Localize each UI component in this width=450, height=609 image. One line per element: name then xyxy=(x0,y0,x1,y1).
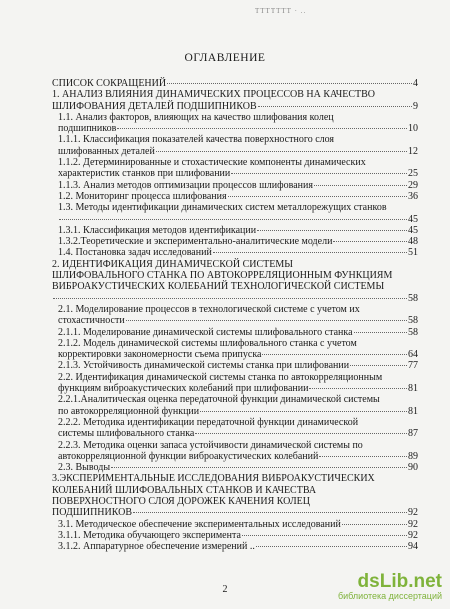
toc-entry xyxy=(52,372,418,395)
toc-entry-page: 92 xyxy=(408,529,418,541)
dot-leader xyxy=(167,83,412,84)
toc-entry xyxy=(52,236,418,247)
toc-entry-text: 2.1.3. Устойчивость динамической системы станка при шлифовании xyxy=(58,360,350,372)
toc-entry-page: 58 xyxy=(408,326,418,338)
toc-entry-text: 3.1. Методическое обеспечение экспериментальных исследований xyxy=(58,518,341,530)
dot-leader xyxy=(133,512,407,513)
toc-entry xyxy=(52,360,418,371)
dot-leader xyxy=(213,252,407,253)
toc-entry xyxy=(52,304,418,327)
dot-leader xyxy=(354,332,407,333)
page-number: 2 xyxy=(222,584,228,595)
toc-entry-page: 94 xyxy=(408,541,418,553)
toc-entry-text: 2.2.2. Методика идентификации передаточной функции динамической xyxy=(58,416,359,428)
toc-entry-text: 2. ИДЕНТИФИКАЦИЯ ДИНАМИЧЕСКОЙ СИСТЕМЫ xyxy=(52,258,293,270)
toc-entry-page: 64 xyxy=(408,349,418,361)
toc-entry-text: ПОВЕРХНОСТНОГО СЛОЯ ДОРОЖЕК КАЧЕНИЯ КОЛЕЦ xyxy=(52,495,311,507)
toc-entry-text: 2.1.1. Моделирование динамической системы шлифовального станка xyxy=(58,326,353,338)
dot-leader xyxy=(195,433,407,434)
toc-entry-text: 3.ЭКСПЕРИМЕНТАЛЬНЫЕ ИССЛЕДОВАНИЯ ВИБРОАКУСТИЧЕСКИХ xyxy=(52,473,375,485)
toc-entry xyxy=(52,394,418,417)
toc-entry xyxy=(52,191,418,202)
toc-entry-page: 48 xyxy=(408,236,418,248)
toc-entry-page: 51 xyxy=(408,247,418,259)
dot-leader xyxy=(350,365,407,366)
toc-entry-text: 2.2.1.Аналитическая оценка передаточной функции динамической системы xyxy=(58,394,380,406)
toc-entry-page: 36 xyxy=(408,190,418,202)
toc-entry-page: 81 xyxy=(408,405,418,417)
toc-entry xyxy=(52,259,418,304)
dot-leader xyxy=(228,196,407,197)
dot-leader xyxy=(342,524,407,525)
toc-entry-text: 2.3. Выводы xyxy=(58,462,111,474)
toc-entry-text: ПОДШИПНИКОВ xyxy=(52,507,133,519)
toc-entry-page: 45 xyxy=(408,213,418,225)
toc-entry xyxy=(52,462,418,473)
toc-entry-text: СПИСОК СОКРАЩЕНИЙ xyxy=(52,78,167,89)
toc-entry-page: 4 xyxy=(413,78,418,89)
watermark-logo: dsLib.net xyxy=(357,571,442,592)
dot-leader xyxy=(156,151,407,152)
toc-entry-text: 2.1.2. Модель динамической системы шлифовального станка с учетом xyxy=(58,337,357,349)
toc-entry xyxy=(52,247,418,258)
dot-leader xyxy=(231,173,407,174)
toc-entry-page: 87 xyxy=(408,428,418,440)
toc-entry-text: 1.1. Анализ факторов, влияющих на качество шлифования колец xyxy=(58,111,334,123)
toc-entry-text: стохастичности xyxy=(58,315,125,327)
dot-leader xyxy=(126,320,407,321)
toc-entry-text: 1.4. Постановка задач исследований xyxy=(58,247,212,259)
dot-leader xyxy=(242,535,407,536)
toc-entry-text: характеристик станков при шлифовании xyxy=(58,168,231,180)
dot-leader xyxy=(257,230,407,231)
toc-entry xyxy=(52,134,418,157)
toc-entry-text: 2.2. Идентификация динамической системы станка по автокорреляционным xyxy=(58,371,383,383)
toc-entry-page: 29 xyxy=(408,179,418,191)
toc-entry-text: по автокорреляционной функции xyxy=(58,405,200,417)
dot-leader xyxy=(59,219,407,220)
watermark xyxy=(338,573,442,601)
toc-entry-text: 2.1. Моделирование процессов в технологической системе с учетом их xyxy=(58,303,360,315)
page-title: ОГЛАВЛЕНИЕ xyxy=(184,52,266,64)
watermark-subtitle: библиотека диссертаций xyxy=(337,591,442,601)
toc-entry-text: 1.2. Мониторинг процесса шлифования xyxy=(58,190,227,202)
toc-entry-page: 92 xyxy=(408,507,418,519)
toc-entry-text: 1.1.2. Детерминированные и стохастические компоненты динамических xyxy=(58,157,366,169)
toc-entry-text: 1.3.1. Классификация методов идентификации xyxy=(58,224,257,236)
toc-entry xyxy=(52,180,418,191)
toc-entry-text: КОЛЕБАНИЙ ШЛИФОВАЛЬНЫХ СТАНКОВ И КАЧЕСТВА xyxy=(52,484,317,496)
toc-entry xyxy=(52,417,418,440)
toc-entry-page: 89 xyxy=(408,450,418,462)
toc-entry-text: ШЛИФОВАНИЯ ДЕТАЛЕЙ ПОДШИПНИКОВ xyxy=(52,100,257,112)
dot-leader xyxy=(200,411,407,412)
toc-entry-page: 10 xyxy=(408,123,418,135)
toc-entry-text: автокорреляционной функции виброакустических колебаний xyxy=(58,450,319,462)
toc-entry-page: 12 xyxy=(408,145,418,157)
toc-entry-page: 58 xyxy=(408,315,418,327)
toc-entry xyxy=(52,541,418,552)
toc-entry-text: корректировки закономерности съема припуска xyxy=(58,349,262,361)
toc-entry-page: 25 xyxy=(408,168,418,180)
dot-leader xyxy=(314,185,407,186)
toc-entry-page: 81 xyxy=(408,383,418,395)
toc-entry-text: системы шлифовального станка xyxy=(58,428,195,440)
header-mark: ТТТТТТТ · .. xyxy=(255,7,307,15)
toc-entry-text: ВИБРОАКУСТИЧЕСКИХ КОЛЕБАНИЙ ТЕХНОЛОГИЧЕСКОЙ СИСТЕМЫ xyxy=(52,281,385,293)
toc-entry xyxy=(52,440,418,463)
toc-entry xyxy=(52,519,418,530)
dot-leader xyxy=(262,354,407,355)
toc-entry-page: 9 xyxy=(413,100,418,112)
dot-leader xyxy=(319,456,407,457)
toc-entry-text: 3.1.1. Методика обучающего эксперимента xyxy=(58,529,241,541)
dot-leader xyxy=(53,298,407,299)
dot-leader xyxy=(309,388,407,389)
toc-entry xyxy=(52,202,418,225)
toc-entry xyxy=(52,225,418,236)
dot-leader xyxy=(111,467,407,468)
toc-entry xyxy=(52,530,418,541)
dot-leader xyxy=(256,546,407,547)
toc-entry-text: ШЛИФОВАЛЬНОГО СТАНКА ПО АВТОКОРРЕЛЯЦИОННЫМ ФУНКЦИЯМ xyxy=(52,270,393,282)
toc-entry xyxy=(52,473,418,518)
toc-entry-text: 2.2.3. Методика оценки запаса устойчивости динамической системы по xyxy=(58,439,363,451)
dot-leader xyxy=(333,241,407,242)
toc-entry-text: 1. АНАЛИЗ ВЛИЯНИЯ ДИНАМИЧЕСКИХ ПРОЦЕССОВ НА КАЧЕСТВО xyxy=(52,89,376,101)
toc-entry-text: 1.1.3. Анализ методов оптимизации процессов шлифования xyxy=(58,179,313,191)
toc-entry xyxy=(52,157,418,180)
toc-entry-text: 1.3. Методы идентификации динамических систем металлорежущих станков xyxy=(58,202,387,214)
toc-entry-text: функциям виброакустических колебаний при шлифовании xyxy=(58,383,309,395)
toc-entry xyxy=(52,338,418,361)
toc-entry-page: 90 xyxy=(408,462,418,474)
toc-entry-page: 77 xyxy=(408,360,418,372)
toc-entry-text: 3.1.2. Аппаратурное обеспечение измерений .. xyxy=(58,541,255,553)
toc-entry xyxy=(52,112,418,135)
toc-entry xyxy=(52,78,418,89)
toc-entry-page: 58 xyxy=(408,292,418,304)
toc-entry-text: 1.3.2.Теоретические и экспериментально-аналитические модели xyxy=(58,236,333,248)
toc-entry-text: 1.1.1. Классификация показателей качества поверхностного слоя xyxy=(58,134,335,146)
toc-entry xyxy=(52,327,418,338)
table-of-contents xyxy=(52,78,418,552)
toc-entry-text: подшипников xyxy=(58,123,117,135)
toc-entry-page: 45 xyxy=(408,224,418,236)
dot-leader xyxy=(258,106,412,107)
dot-leader xyxy=(117,128,407,129)
toc-entry xyxy=(52,89,418,112)
toc-entry-page: 92 xyxy=(408,518,418,530)
toc-entry-text: шлифованных деталей xyxy=(58,145,155,157)
